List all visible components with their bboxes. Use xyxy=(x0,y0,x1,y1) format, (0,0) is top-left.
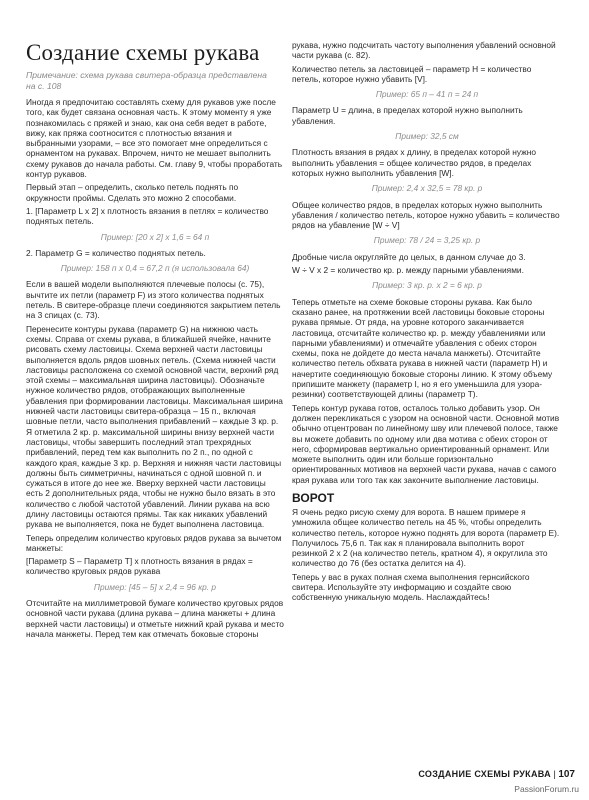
paragraph: рукава, нужно подсчитать частоту выполнения убавлений основной части рукава (с. 82). xyxy=(292,40,556,61)
paragraph: Параметр U = длина, в пределах которой нужно выполнить убавления. xyxy=(292,105,523,126)
footer-section-title: СОЗДАНИЕ СХЕМЫ РУКАВА xyxy=(418,769,551,779)
paragraph: 1. [Параметр L x 2] x плотность вязания в петлях = количество поднятых петель. xyxy=(26,205,269,227)
paragraph: Если в вашей модели выполняются плечевые полосы (с. 75), вычтите их петли (параметр F) из этого количества поднятых петель. В свитере-образце плечи соединяются закрытием петель на 3 спицах (с. 73). xyxy=(26,279,281,321)
paragraph: Первый этап – определить, сколько петель поднять по окружности проймы. Сделать это можно 2 способами. xyxy=(26,182,239,203)
watermark: PassionForum.ru xyxy=(514,784,579,794)
paragraph: Теперь отметьте на схеме боковые стороны рукава. Как было сказано ранее, на протяжении всей ластовицы боковые стороны рукава прямые. От ряда, на уровне которого заканчивается ластовица, отсчитайте количество кр. р. между убавлениями или парными убавлениями) и отмечайте убавления с обеих сторон схемы, пока не дойдете до места начала манжеты). Отсчитайте количество петель обхвата рукава в нижней части (параметр H) и начертите соединяющую боковые стороны линию. К этому объему припишите манжету (параметр I, но я его уменьшила для узора-резинки) соответствующей длины (параметр T). xyxy=(292,296,553,400)
paragraph: Общее количество рядов, в пределах которых нужно выполнить убавления / количество петель, которое нужно убавить = количество рядов на убавление [W ÷ V] xyxy=(292,199,560,231)
example: Пример: 158 п x 0,4 = 67,2 п (я использовала 64) xyxy=(60,263,250,274)
paragraph: W ÷ V x 2 = количество кр. р. между парными убавлениями. xyxy=(292,265,524,276)
paragraph: Теперь определим количество круговых рядов рукава за вычетом манжеты: xyxy=(26,532,282,553)
section-heading: ВОРОТ xyxy=(292,490,335,505)
example: Пример: 32,5 см xyxy=(395,131,459,142)
page-footer xyxy=(418,769,575,780)
paragraph: Я очень редко рисую схему для ворота. В нашем примере я умножила общее количество петель на 45 %, чтобы определить количество петель, которое нужно поднять для ворота (параметр E). Получилось 75,6 п. Так как я планировала выполнить ворот резинкой 2 x 2 (на количество петель, кратном 4), я округлила это количество до 76 (без остатка делится на 4). xyxy=(292,506,560,569)
footer-separator: | xyxy=(553,769,556,779)
example: Пример: 78 / 24 = 3,25 кр. р xyxy=(373,235,481,246)
example: Пример: 65 п – 41 п = 24 п xyxy=(375,89,479,100)
example: Пример: [45 – 5] x 2,4 = 96 кр. р xyxy=(93,581,217,592)
example: Пример: 2,4 x 32,5 = 78 кр. р xyxy=(371,183,483,194)
example: Пример: [20 x 2] x 1,6 = 64 п xyxy=(100,231,210,242)
right-column xyxy=(292,40,562,606)
paragraph: Теперь контур рукава готов, осталось только добавить узор. Он должен перекликаться с узором на основной части. Основной мотив обычно отцентрован по линейному шву или плечевой полосе, также вы можете добавить по одному или два мотива с обеих сторон от него, сформировав вертикально ориентированный орнамент. Или можете выполнить один или больше горизонтально ориентированных мотивов на верхней части рукава, начав с самого края рукава или того так как закончите выполнение ластовицы. xyxy=(292,402,560,485)
paragraph: Отсчитайте на миллиметровой бумаге количество круговых рядов основной части рукава (длина рукава – длина манжеты + длина верхней части ластовицы) и отметьте нижний край рукава и место начала манжеты. Перед тем как отмечать боковые стороны xyxy=(26,598,284,639)
note: Примечание: схема рукава свитера-образца представлена на с. 108 xyxy=(26,70,267,91)
paragraph: Дробные числа округляйте до целых, в данном случае до 3. xyxy=(292,251,526,262)
paragraph: [Параметр S – Параметр T] x плотность вязания в рядах = количество круговых рядов рукава xyxy=(26,556,253,577)
paragraph: Количество петель за ластовицей – параметр H = количество петель, которое нужно убавить [V]. xyxy=(292,63,532,84)
paragraph: Теперь у вас в руках полная схема выполнения гернсийского свитера. Используйте эту информацию и создайте свою собственную уникальную модель. Наслаждайтесь! xyxy=(292,571,530,603)
example: Пример: 3 кр. р. x 2 = 6 кр. р xyxy=(372,280,482,291)
page-title: Создание схемы рукава xyxy=(26,40,260,65)
page-number: 107 xyxy=(558,769,575,780)
paragraph: Перенесите контуры рукава (параметр G) на нижнюю часть схемы. Справа от схемы рукава, в ближайшей ячейке, начните рисовать схему ластовицы. Схема верхней части ластовицы выполняется вдоль рядов шовных петель. (Схема нижней части ластовицы расположена со схемой основной части, верхний ряд этой схемы – максимальная ширина ластовицы). Обозначьте нужное количество рядов, отображающих выполненные убавления при формировании ластовицы. Максимальная ширина нижней части ластовицы свитера-образца – 15 п., включая шовные петли, часто выполнения прибавлений – каждые 3 кр. р. Я отметила 2 кр. р. максимальной ширины внизу верхней части ластовицы, чтобы завершить последний этап трехрядных прибавлений, перед тем как выполнить по 2 п., по одной с каждого края, каждые 3 кр. р. Верхняя и нижняя части ластовицы должны быть симметричны, начинаться с одной шовной п. и сужаться в итоге до нее же. Вверху верхней части ластовицы есть 2 дополнительных ряда, чтобы не нужно было вязать в это количество с любой частотой убавлений. Линии рукава на всю длину ластовицы остаются прямы. Так как никаких убавлений рукава не выполняется, пока не будет выполнена ластовица. xyxy=(26,323,283,530)
paragraph: Иногда я предпочитаю составлять схему для рукавов уже после того, как будет связана основная часть. К этому моменту я уже познакомилась с пряжей и знаю, как она себя ведет в работе, вижу, как пряжа соотносится с плотностью вязания и выбранными узорами, – все это помогает мне определиться с орнаментом на рукавах. Впрочем, ничто не мешает выполнить схему рукавов до начала работы. См. главу 9, чтобы проработать контур рукавов. xyxy=(26,97,283,180)
paragraph: Плотность вязания в рядах x длину, в пределах которой нужно выполнить убавления = общее количество рядов, в пределах которых нужно выполнить убавления [W]. xyxy=(292,147,536,178)
left-column xyxy=(26,97,284,642)
paragraph: 2. Параметр G = количество поднятых петель. xyxy=(26,247,206,258)
